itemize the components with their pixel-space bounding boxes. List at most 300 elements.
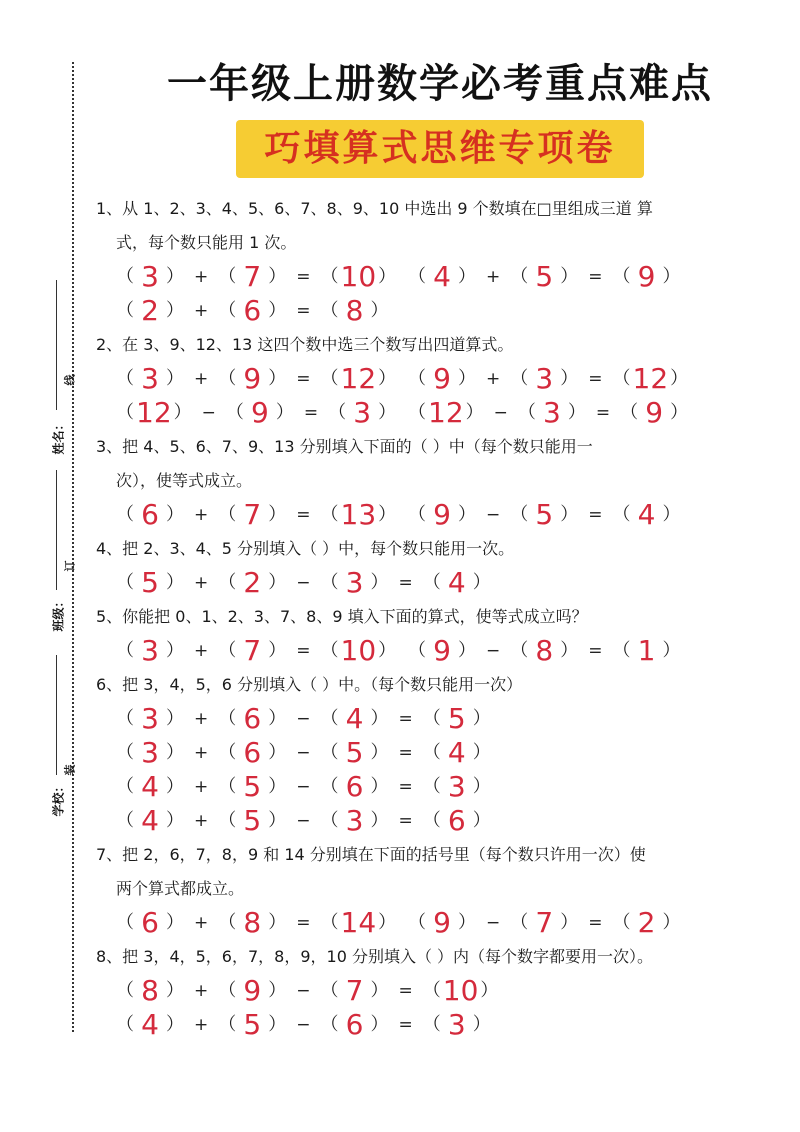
close-paren: ） (275, 402, 294, 423)
open-paren: （ (218, 912, 237, 933)
answer-value: 8 (345, 294, 364, 327)
close-paren: ） (378, 912, 397, 933)
equation-row (96, 498, 776, 532)
equals-sign: = (588, 369, 603, 389)
equals-sign: = (296, 301, 311, 321)
open-paren: （ (320, 776, 339, 797)
open-paren: （ (218, 368, 237, 389)
operator: + (194, 1015, 209, 1035)
answer-value: 6 (243, 294, 262, 327)
equals-sign: = (296, 641, 311, 661)
answer-value: 4 (141, 770, 159, 803)
open-paren: （ (422, 980, 441, 1001)
answer-value: 6 (345, 770, 364, 803)
open-paren: （ (116, 810, 134, 831)
equation-row (96, 566, 776, 600)
answer-value: 3 (141, 736, 159, 769)
open-paren: （ (612, 266, 631, 287)
open-paren: （ (218, 708, 237, 729)
open-paren: （ (116, 776, 134, 797)
operator: + (194, 369, 209, 389)
answer-value: 7 (243, 260, 262, 293)
open-paren: （ (612, 368, 631, 389)
equals-sign: = (296, 505, 311, 525)
answer-value: 7 (243, 634, 262, 667)
close-paren: ） (166, 266, 184, 287)
answer-value: 7 (535, 906, 554, 939)
open-paren: （ (408, 912, 426, 933)
close-paren: ） (268, 266, 287, 287)
operator: − (201, 403, 216, 423)
close-paren: ） (370, 708, 389, 729)
equation (114, 566, 493, 600)
close-paren: ） (268, 980, 287, 1001)
answer-value: 9 (433, 498, 451, 531)
answer-value: 9 (243, 362, 262, 395)
operator: + (194, 777, 209, 797)
answer-value: 3 (345, 566, 364, 599)
open-paren: （ (320, 742, 339, 763)
answer-value: 3 (353, 396, 372, 429)
equals-sign: = (588, 641, 603, 661)
equation (406, 634, 683, 668)
close-paren: ） (662, 640, 681, 661)
close-paren: ） (370, 742, 389, 763)
close-paren: ） (662, 912, 681, 933)
close-paren: ） (173, 402, 192, 423)
close-paren: ） (268, 368, 287, 389)
answer-value: 3 (141, 362, 159, 395)
equals-sign: = (398, 743, 413, 763)
subtitle-banner (236, 120, 644, 178)
page-title: 一年级上册数学必考重点难点 (167, 61, 713, 107)
answer-value: 4 (433, 260, 451, 293)
open-paren: （ (218, 980, 237, 1001)
school-label: 学校： (51, 780, 66, 817)
question-text: 6、把 3，4，5，6 分别填入（ ）中。（每个数只能用一次） (96, 675, 523, 694)
answer-value: 4 (447, 566, 466, 599)
open-paren: （ (422, 572, 441, 593)
equals-sign: = (588, 913, 603, 933)
equation-row (96, 260, 776, 294)
equals-sign: = (398, 709, 413, 729)
answer-value: 2 (637, 906, 656, 939)
equation (406, 260, 683, 294)
equation-row (96, 1008, 776, 1042)
answer-value: 5 (345, 736, 364, 769)
answer-value: 10 (442, 974, 479, 1007)
equation (114, 770, 493, 804)
close-paren: ） (166, 810, 184, 831)
open-paren: （ (408, 266, 426, 287)
equals-sign: = (398, 811, 413, 831)
open-paren: （ (422, 742, 441, 763)
close-paren: ） (268, 572, 287, 593)
equals-sign: = (588, 267, 603, 287)
answer-value: 12 (632, 362, 669, 395)
name-label: 姓名： (51, 418, 66, 455)
equation (114, 906, 398, 940)
answer-value: 6 (141, 498, 159, 531)
mark-line: 线 (63, 374, 77, 386)
open-paren: （ (510, 266, 529, 287)
operator: + (486, 267, 501, 287)
close-paren: ） (166, 1014, 184, 1035)
question-4 (96, 532, 776, 600)
open-paren: （ (116, 912, 134, 933)
answer-value: 10 (340, 634, 377, 667)
open-paren: （ (218, 742, 237, 763)
equals-sign: = (398, 981, 413, 1001)
equation (406, 906, 683, 940)
open-paren: （ (612, 912, 631, 933)
answer-value: 2 (141, 294, 159, 327)
question-text: 4、把 2、3、4、5 分别填入（ ）中，每个数只能用一次。 (96, 539, 515, 558)
question-5 (96, 600, 776, 668)
question-text: 2、在 3、9、12、13 这四个数中选三个数写出四道算式。 (96, 335, 514, 354)
answer-value: 12 (428, 396, 464, 429)
open-paren: （ (116, 368, 134, 389)
answer-value: 9 (433, 634, 451, 667)
operator: − (296, 981, 311, 1001)
question-text: 3、把 4、5、6、7、9、13 分别填入下面的（ ）中（每个数只能用一 (96, 437, 593, 456)
close-paren: ） (465, 402, 484, 423)
equals-sign: = (595, 403, 611, 423)
question-text-continued: 式，每个数只能用 1 次。 (116, 233, 297, 252)
operator: − (296, 573, 311, 593)
answer-value: 9 (645, 396, 664, 429)
open-paren: （ (116, 266, 134, 287)
operator: + (486, 369, 501, 389)
close-paren: ） (670, 368, 689, 389)
equation (114, 396, 398, 430)
operator: − (486, 505, 501, 525)
question-text: 1、从 1、2、3、4、5、6、7、8、9、10 中选出 9 个数填在□里组成三道 算 (96, 199, 653, 218)
binding-dotted-line (72, 62, 74, 1032)
answer-value: 5 (243, 770, 262, 803)
open-paren: （ (510, 504, 529, 525)
close-paren: ） (560, 640, 579, 661)
close-paren: ） (268, 640, 287, 661)
close-paren: ） (472, 1014, 491, 1035)
equation (114, 294, 391, 328)
answer-value: 6 (243, 702, 262, 735)
open-paren: （ (218, 266, 237, 287)
open-paren: （ (408, 402, 426, 423)
answer-value: 5 (535, 498, 554, 531)
operator: − (493, 403, 508, 423)
open-paren: （ (116, 300, 134, 321)
close-paren: ） (166, 572, 184, 593)
question-7 (96, 838, 776, 940)
operator: + (194, 505, 209, 525)
close-paren: ） (458, 368, 476, 389)
class-underline (56, 470, 57, 590)
close-paren: ） (458, 504, 476, 525)
equation (114, 260, 398, 294)
operator: − (296, 709, 311, 729)
close-paren: ） (370, 572, 389, 593)
answer-value: 6 (447, 804, 466, 837)
close-paren: ） (567, 402, 586, 423)
equation (114, 736, 493, 770)
operator: − (296, 743, 311, 763)
close-paren: ） (458, 640, 476, 661)
equals-sign: = (303, 403, 319, 423)
open-paren: （ (116, 640, 134, 661)
close-paren: ） (370, 776, 389, 797)
close-paren: ） (268, 810, 287, 831)
mark-zhuang: 装 (63, 764, 77, 776)
operator: + (194, 641, 209, 661)
open-paren: （ (320, 640, 339, 661)
name-underline (56, 280, 57, 410)
equation (114, 498, 398, 532)
close-paren: ） (560, 368, 579, 389)
answer-value: 6 (141, 906, 159, 939)
close-paren: ） (472, 776, 491, 797)
answer-value: 13 (340, 498, 377, 531)
question-6 (96, 668, 776, 838)
open-paren: （ (218, 572, 237, 593)
close-paren: ） (662, 266, 681, 287)
close-paren: ） (370, 980, 389, 1001)
close-paren: ） (378, 402, 397, 423)
close-paren: ） (166, 742, 184, 763)
answer-value: 9 (250, 396, 269, 429)
mark-ding: 订 (63, 560, 77, 572)
close-paren: ） (472, 708, 491, 729)
close-paren: ） (370, 1014, 389, 1035)
question-text-continued: 两个算式都成立。 (116, 879, 245, 898)
close-paren: ） (166, 504, 184, 525)
open-paren: （ (612, 504, 631, 525)
close-paren: ） (662, 504, 681, 525)
close-paren: ） (166, 912, 184, 933)
equation-row (96, 804, 776, 838)
open-paren: （ (408, 640, 426, 661)
answer-value: 5 (141, 566, 159, 599)
operator: − (296, 777, 311, 797)
equals-sign: = (398, 777, 413, 797)
close-paren: ） (166, 640, 184, 661)
equals-sign: = (398, 1015, 413, 1035)
operator: − (486, 641, 501, 661)
open-paren: （ (116, 504, 134, 525)
equals-sign: = (588, 505, 603, 525)
equation-row (96, 770, 776, 804)
operator: − (296, 1015, 311, 1035)
operator: + (194, 743, 209, 763)
answer-value: 3 (141, 702, 159, 735)
close-paren: ） (166, 708, 184, 729)
answer-value: 4 (141, 1008, 159, 1041)
open-paren: （ (320, 708, 339, 729)
equals-sign: = (296, 913, 311, 933)
question-2 (96, 328, 776, 430)
close-paren: ） (378, 504, 397, 525)
open-paren: （ (320, 266, 339, 287)
open-paren: （ (517, 402, 536, 423)
open-paren: （ (422, 776, 441, 797)
answer-value: 2 (243, 566, 262, 599)
page-subtitle: 巧填算式思维专项卷 (264, 128, 616, 169)
equation (114, 634, 398, 668)
close-paren: ） (166, 300, 184, 321)
open-paren: （ (422, 708, 441, 729)
close-paren: ） (560, 912, 579, 933)
answer-value: 4 (447, 736, 466, 769)
question-text: 5、你能把 0、1、2、3、7、8、9 填入下面的算式，使等式成立吗？ (96, 607, 588, 626)
open-paren: （ (218, 300, 237, 321)
equation-row (96, 294, 776, 328)
answer-value: 10 (340, 260, 377, 293)
equation (406, 498, 683, 532)
equation-row (96, 634, 776, 668)
open-paren: （ (510, 912, 529, 933)
operator: − (296, 811, 311, 831)
answer-value: 8 (141, 974, 159, 1007)
close-paren: ） (560, 504, 579, 525)
answer-value: 9 (433, 362, 451, 395)
answer-value: 12 (136, 396, 172, 429)
open-paren: （ (422, 1014, 441, 1035)
open-paren: （ (218, 640, 237, 661)
close-paren: ） (166, 368, 184, 389)
answer-value: 8 (535, 634, 554, 667)
open-paren: （ (510, 640, 529, 661)
question-list (96, 192, 776, 1042)
open-paren: （ (218, 776, 237, 797)
operator: + (194, 709, 209, 729)
equals-sign: = (398, 573, 413, 593)
open-paren: （ (408, 504, 426, 525)
answer-value: 14 (340, 906, 377, 939)
equation (406, 396, 690, 430)
question-3 (96, 430, 776, 532)
open-paren: （ (328, 402, 347, 423)
close-paren: ） (166, 776, 184, 797)
close-paren: ） (166, 980, 184, 1001)
answer-value: 8 (243, 906, 262, 939)
close-paren: ） (378, 266, 397, 287)
class-label: 班级： (51, 595, 66, 632)
open-paren: （ (620, 402, 639, 423)
open-paren: （ (408, 368, 426, 389)
close-paren: ） (378, 640, 397, 661)
answer-value: 7 (243, 498, 262, 531)
equation-row (96, 906, 776, 940)
open-paren: （ (320, 368, 339, 389)
operator: + (194, 811, 209, 831)
open-paren: （ (320, 572, 339, 593)
close-paren: ） (560, 266, 579, 287)
answer-value: 5 (243, 804, 262, 837)
school-underline (56, 655, 57, 775)
operator: + (194, 573, 209, 593)
close-paren: ） (268, 504, 287, 525)
open-paren: （ (320, 912, 339, 933)
answer-value: 6 (243, 736, 262, 769)
open-paren: （ (320, 300, 339, 321)
answer-value: 4 (345, 702, 364, 735)
question-text: 7、把 2，6，7，8，9 和 14 分别填在下面的括号里（每个数只许用一次）使 (96, 845, 646, 864)
open-paren: （ (320, 1014, 339, 1035)
open-paren: （ (612, 640, 631, 661)
open-paren: （ (116, 708, 134, 729)
answer-value: 5 (447, 702, 466, 735)
open-paren: （ (116, 980, 134, 1001)
operator: − (486, 913, 501, 933)
answer-value: 9 (637, 260, 656, 293)
equation-row (96, 702, 776, 736)
open-paren: （ (116, 1014, 134, 1035)
answer-value: 6 (345, 1008, 364, 1041)
equation (114, 702, 493, 736)
answer-value: 4 (637, 498, 656, 531)
open-paren: （ (116, 742, 134, 763)
answer-value: 9 (433, 906, 451, 939)
close-paren: ） (458, 266, 476, 287)
open-paren: （ (320, 504, 339, 525)
question-8 (96, 940, 776, 1042)
close-paren: ） (480, 980, 499, 1001)
equation-row (96, 736, 776, 770)
open-paren: （ (510, 368, 529, 389)
open-paren: （ (422, 810, 441, 831)
open-paren: （ (116, 572, 134, 593)
open-paren: （ (218, 1014, 237, 1035)
equals-sign: = (296, 369, 311, 389)
close-paren: ） (378, 368, 397, 389)
open-paren: （ (225, 402, 244, 423)
question-text-continued: 次），使等式成立。 (116, 471, 253, 490)
operator: + (194, 981, 209, 1001)
close-paren: ） (472, 810, 491, 831)
open-paren: （ (218, 504, 237, 525)
open-paren: （ (320, 980, 339, 1001)
close-paren: ） (370, 300, 389, 321)
close-paren: ） (670, 402, 689, 423)
operator: + (194, 301, 209, 321)
answer-value: 3 (542, 396, 561, 429)
close-paren: ） (472, 572, 491, 593)
equation (114, 362, 398, 396)
answer-value: 4 (141, 804, 159, 837)
question-text: 8、把 3，4，5，6，7，8，9，10 分别填入（ ）内（每个数字都要用一次）。 (96, 947, 654, 966)
answer-value: 1 (637, 634, 656, 667)
open-paren: （ (320, 810, 339, 831)
answer-value: 5 (243, 1008, 262, 1041)
equation (114, 974, 500, 1008)
answer-value: 3 (141, 260, 159, 293)
answer-value: 7 (345, 974, 364, 1007)
question-1 (96, 192, 776, 328)
answer-value: 3 (447, 770, 466, 803)
answer-value: 3 (535, 362, 554, 395)
answer-value: 9 (243, 974, 262, 1007)
equals-sign: = (296, 267, 311, 287)
open-paren: （ (218, 810, 237, 831)
equation (114, 1008, 493, 1042)
close-paren: ） (268, 708, 287, 729)
operator: + (194, 913, 209, 933)
close-paren: ） (458, 912, 476, 933)
answer-value: 5 (535, 260, 554, 293)
equation (406, 362, 690, 396)
answer-value: 3 (345, 804, 364, 837)
close-paren: ） (268, 742, 287, 763)
